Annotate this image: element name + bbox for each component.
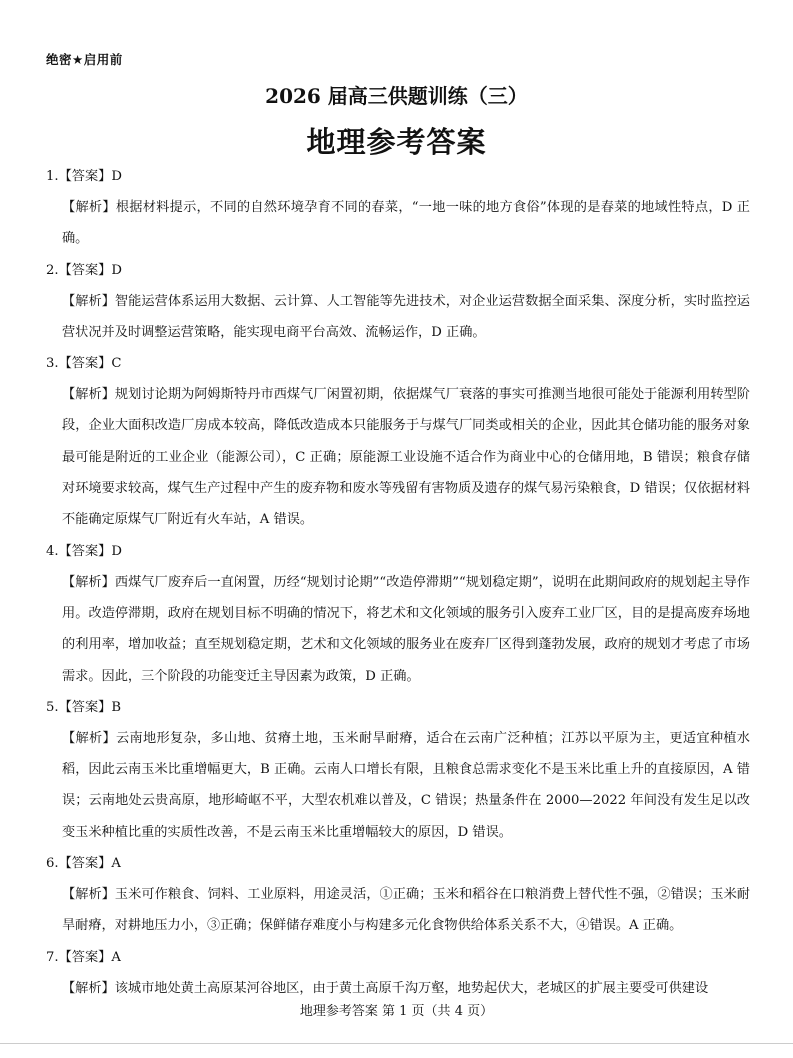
answer-item — [46, 692, 750, 848]
answer-item — [46, 848, 750, 942]
answer-line: 1.【答案】D — [46, 169, 122, 184]
page-title: 地理参考答案 — [306, 125, 487, 159]
explanation-text: 【解析】智能运营体系运用大数据、云计算、人工智能等先进技术，对企业运营数据全面采集、深度分析，实时监控运营状况并及时调整运营策略，能实现电商平台高效、流畅运作，D 正确。 — [62, 293, 750, 340]
answer-line: 2.【答案】D — [46, 262, 122, 278]
answer-line: 3.【答案】C — [46, 356, 122, 372]
answer-item — [46, 255, 750, 349]
exam-title: 2026 届高三供题训练（三） — [265, 84, 528, 108]
explanation-text: 【解析】西煤气厂废弃后一直闲置，历经“规划讨论期”“改造停滞期”“规划稳定期”，说明在此期间政府的规划起主导作用。改造停滞期，政府在规划目标不明确的情况下，将艺术和文化领域的服务引入废弃工业厂区，目的是提高废弃场地的利用率，增加收益；直至规划稳定期，艺术和文化领域的服务业在废弃厂区得到蓬勃发展，政府的规划才考虑了市场需求。因此，三个阶段的功能变迁主导因素为政策，D 正确。 — [62, 574, 750, 684]
answer-item — [46, 348, 750, 535]
footer-divider — [0, 1043, 793, 1044]
answer-line: 7.【答案】A — [46, 949, 121, 965]
answer-item — [46, 536, 750, 692]
answer-line: 6.【答案】A — [46, 856, 121, 872]
answer-list — [46, 161, 750, 1004]
explanation-text: 【解析】玉米可作粮食、饲料、工业原料，用途灵活，①正确；玉米和稻谷在口粮消费上替代性不强，②错误；玉米耐旱耐瘠，对耕地压力小，③正确；保鲜储存难度小与构建多元化食物供给体系关系不大，④错误。A 正确。 — [62, 887, 750, 934]
answer-line: 5.【答案】B — [46, 699, 122, 715]
answer-item — [46, 942, 750, 1004]
explanation-text: 【解析】该城市地处黄土高原某河谷地区，由于黄土高原千沟万壑，地势起伏大，老城区的扩展主要受可供建设 — [62, 980, 709, 996]
explanation-text: 【解析】根据材料提示，不同的自然环境孕育不同的春菜，“一地一味的地方食俗”体现的是春菜的地域性特点，D 正确。 — [62, 200, 750, 247]
explanation-text: 【解析】云南地形复杂，多山地、贫瘠土地，玉米耐旱耐瘠，适合在云南广泛种植；江苏以平原为主，更适宜种植水稻，因此云南玉米比重增幅更大，B 正确。云南人口增长有限，且粮食总需求变化不是玉米比重上升的直接原因，A 错误；云南地处云贵高原，地形崎岖不平，大型农机难以普及，C 错误；热量条件在 2000—2022 年间没有发生足以改变玉米种植比重的实质性改善，不是云南玉米比重增幅较大的原因，D 错误。 — [62, 730, 750, 840]
answer-line: 4.【答案】D — [46, 543, 122, 559]
confidential-mark: 绝密★启用前 — [46, 52, 123, 67]
explanation-text: 【解析】规划讨论期为阿姆斯特丹市西煤气厂闲置初期，依据煤气厂衰落的事实可推测当地很可能处于能源利用转型阶段，企业大面积改造厂房成本较高，降低改造成本只能服务于与煤气厂同类或相关的企业，因此其仓储功能的服务对象最可能是附近的工业企业（能源公司），C 正确；原能源工业设施不适合作为商业中心的仓储用地，B 错误；粮食存储对环境要求较高，煤气生产过程中产生的废弃物和废水等残留有害物质及遗存的煤气易污染粮食，D 错误；仅依据材料不能确定原煤气厂附近有火车站，A 错误。 — [62, 387, 750, 528]
answer-item — [46, 161, 750, 255]
page-footer: 地理参考答案 第 1 页（共 4 页） — [299, 1004, 494, 1019]
